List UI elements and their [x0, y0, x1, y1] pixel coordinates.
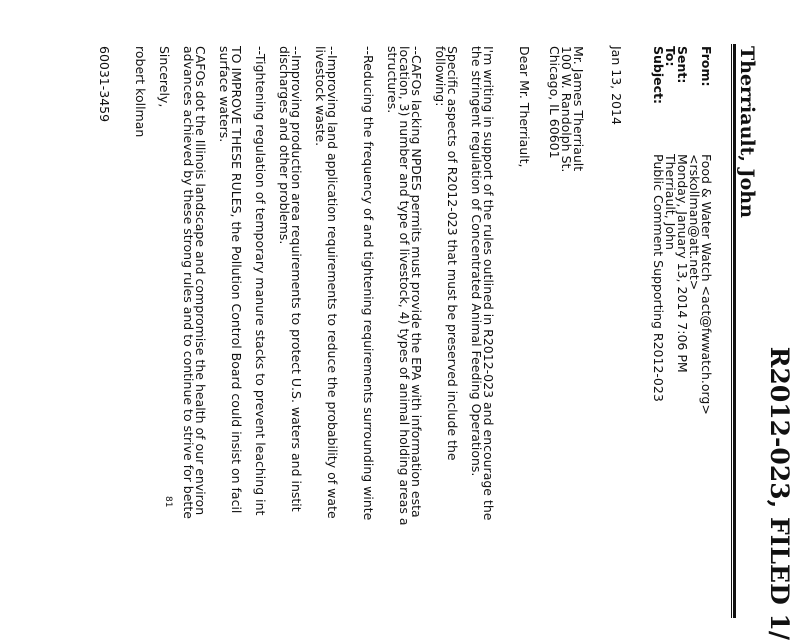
letter-date: Jan 13, 2014 [609, 46, 624, 125]
paragraph-line: surface waters. [217, 46, 232, 143]
from-label: From: [699, 46, 714, 87]
bullet-land-application [314, 46, 338, 519]
signoff: Sincerely, [157, 46, 172, 108]
paragraph-line: Specific aspects of R2012-023 that must be preserved include the [445, 46, 460, 461]
paragraph-line: --Improving land application requirements to reduce the probability of wate [325, 46, 340, 519]
paragraph-line: I'm writing in support of the rules outlined in R2012-023 and encourage the [481, 46, 496, 521]
salutation: Dear Mr. Therriault, [517, 46, 532, 168]
from-value: Food & Water Watch <act@fwwatch.org> [699, 154, 714, 415]
sender-name-heading: Therriault, John [736, 46, 758, 218]
page-number: 81 [163, 496, 173, 508]
paragraph-line: location, 3) number and type of livestock, 4) types of animal holding areas a [397, 46, 412, 526]
paragraph-line: structures. [385, 46, 400, 114]
signer-name: robert kollman [133, 46, 148, 138]
to-label: To: [663, 46, 678, 67]
paragraph-line: discharges and other problems. [277, 46, 292, 245]
paragraph-line: CAFOs dot the Illinois landscape and compromise the health of our environ [193, 46, 208, 516]
bullet-npdes [386, 46, 422, 526]
paragraph-line: --Tightening regulation of temporary manure stacks to prevent leaching int [253, 46, 268, 516]
sent-label: Sent: [675, 46, 690, 84]
paragraph-line: --Reducing the frequency of and tightening requirements surrounding winte [361, 46, 376, 521]
address-line: Chicago, IL 60601 [547, 46, 562, 159]
recipient-address [548, 46, 584, 172]
header-rule-thin [731, 44, 732, 618]
paragraph-line: following: [433, 46, 448, 107]
filing-stamp: R2012-023, FILED 1/ [765, 346, 794, 640]
zip-code: 60031-3459 [97, 46, 112, 123]
subject-label: Subject: [651, 46, 666, 104]
specific-aspects-paragraph [434, 46, 458, 461]
from-on-behalf: <rskollman@att.net> [687, 154, 702, 291]
subject-value: Public Comment Supporting R2012-023 [651, 154, 666, 402]
paragraph-line: --Improving production area requirements to protect U.S. waters and instit [289, 46, 304, 512]
closing-paragraph [182, 46, 206, 519]
improve-paragraph [218, 46, 242, 513]
bullet-manure-stacks [254, 46, 266, 515]
header-rule-thick [733, 44, 736, 618]
email-header [652, 46, 712, 415]
paragraph-line: advances achieved by these strong rules and to continue to strive for bette [181, 46, 196, 519]
paragraph-line: --CAFOs lacking NPDES permits must provide the EPA with information esta [409, 46, 424, 518]
address-line: Mr. James Therriault [571, 46, 586, 172]
bullet-production-area [278, 46, 302, 512]
paragraph-line: the stringent regulation of Concentrated Animal Feeding Operations. [469, 46, 484, 477]
to-value: Therriault, John [663, 154, 678, 250]
address-line: 100 W. Randolph St. [559, 46, 574, 173]
intro-paragraph [470, 46, 494, 520]
paragraph-line: livestock waste. [313, 46, 328, 147]
bullet-winter [362, 46, 374, 520]
paragraph-line: TO IMPROVE THESE RULES, the Pollution Control Board could insist on facil [229, 46, 244, 514]
sent-value: Monday, January 13, 2014 7:06 PM [675, 154, 690, 373]
